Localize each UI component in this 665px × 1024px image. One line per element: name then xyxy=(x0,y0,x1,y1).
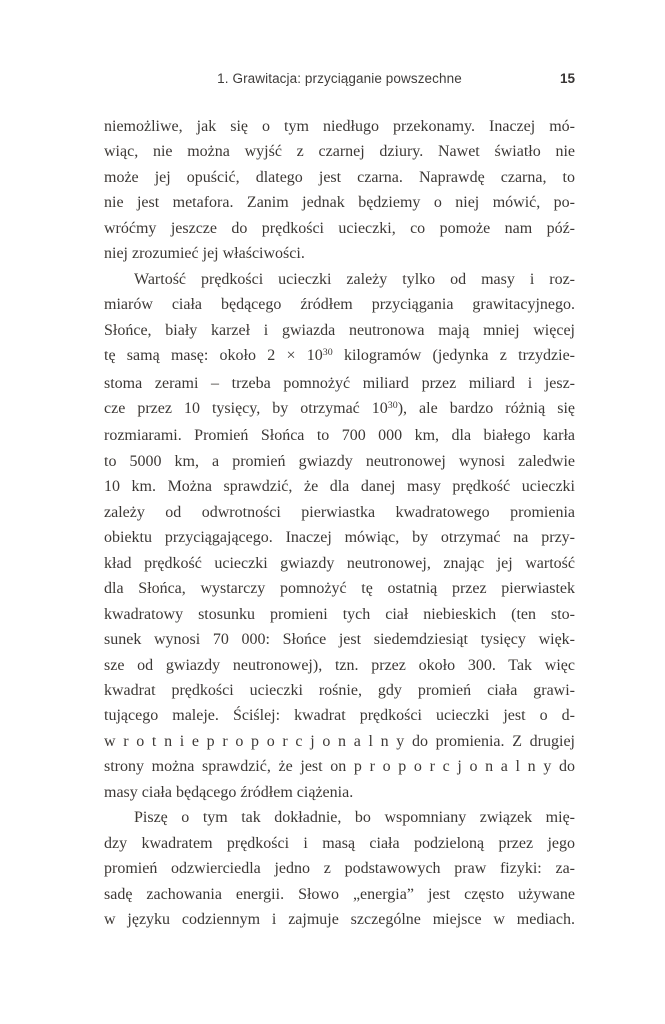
text-line xyxy=(104,576,575,601)
text-line xyxy=(104,882,575,907)
text-segment: ), ale bardzo różnią się xyxy=(397,399,575,417)
text-segment: niemożliwe, jak się o tym niedługo przekonamy. Inaczej mó- xyxy=(104,118,575,135)
text-segment: wiąc, nie można wyjść z czarnej dziury. Nawet światło nie xyxy=(104,143,575,161)
text-line xyxy=(104,190,575,215)
chapter-title: 1. Grawitacja: przyciąganie powszechne xyxy=(217,71,462,86)
body-text-block xyxy=(104,114,575,933)
running-header xyxy=(104,70,575,88)
text-segment: dla Słońca, wystarczy pomnożyć tę ostatnią przez pierwiastek xyxy=(104,580,575,598)
text-segment: zależy od odwrotności pierwiastka kwadratowego promienia xyxy=(104,503,575,521)
text-segment: tę samą masę: około 2 × 10 xyxy=(104,347,323,365)
text-line xyxy=(104,474,575,499)
text-line xyxy=(104,551,575,576)
text-segment: kwadratowy stosunku promieni tych ciał niebieskich (ten sto- xyxy=(104,605,575,623)
superscript-exponent: 30 xyxy=(387,400,398,412)
text-line xyxy=(104,729,575,754)
text-segment: wróćmy jeszcze do prędkości ucieczki, co pomoże nam póź- xyxy=(104,219,575,237)
text-segment: masy ciała będącego źródłem ciążenia. xyxy=(104,783,354,801)
text-line xyxy=(104,241,575,266)
text-segment: 10 km. Można sprawdzić, że dla danej masy prędkość ucieczki xyxy=(104,478,575,496)
text-segment: kilogramów (jedynka z trzydzie- xyxy=(332,347,576,365)
text-line xyxy=(104,602,575,627)
text-segment: niej zrozumieć jej właściwości. xyxy=(104,245,305,263)
text-line xyxy=(104,678,575,703)
text-line xyxy=(104,754,575,779)
text-segment: Wartość prędkości ucieczki zależy tylko od masy i roz- xyxy=(134,270,575,288)
text-line xyxy=(104,343,575,370)
superscript-exponent: 30 xyxy=(322,347,333,359)
text-line xyxy=(104,318,575,343)
text-line xyxy=(104,216,575,241)
page-number: 15 xyxy=(559,71,575,86)
text-line xyxy=(104,396,575,423)
text-line xyxy=(104,449,575,474)
text-segment: to 5000 km, a promień gwiazdy neutronowej wynosi zaledwie xyxy=(104,452,575,470)
paragraph xyxy=(104,267,575,806)
text-segment: cze przez 10 tysięcy, by otrzymać 10 xyxy=(104,399,388,417)
text-line xyxy=(104,627,575,652)
text-line xyxy=(104,371,575,396)
text-segment: kład prędkość ucieczki gwiazdy neutronowej, znając jej wartość xyxy=(104,554,575,572)
text-line xyxy=(104,292,575,317)
text-segment: rozmiarami. Promień Słońca to 700 000 km, dla białego karła xyxy=(104,427,575,445)
text-line xyxy=(104,423,575,448)
text-segment: obiektu przyciągającego. Inaczej mówiąc, by otrzymać na przy- xyxy=(104,529,575,547)
text-line xyxy=(104,831,575,856)
text-line xyxy=(104,139,575,164)
text-segment: Słońce, biały karzeł i gwiazda neutronowa mają mniej więcej xyxy=(104,321,575,339)
text-segment: sunek wynosi 70 000: Słońce jest siedemdziesiąt tysięcy więk- xyxy=(104,631,575,649)
text-line xyxy=(104,653,575,678)
text-line xyxy=(104,703,575,728)
text-line xyxy=(104,114,575,139)
text-segment: nie jest metafora. Zanim jednak będziemy o niej mówić, po- xyxy=(104,194,575,212)
text-segment: w języku codziennym i zajmuje szczególne miejsce w mediach. xyxy=(104,911,575,929)
text-segment: miarów ciała będącego źródłem przyciągania grawitacyjnego. xyxy=(104,296,575,314)
text-line xyxy=(104,165,575,190)
text-segment: tującego maleje. Ściślej: kwadrat prędkości ucieczki jest o d- xyxy=(104,707,575,725)
text-line xyxy=(104,856,575,881)
text-line xyxy=(104,780,575,805)
text-segment: może jej opuścić, dlatego jest czarna. Naprawdę czarna, to xyxy=(104,168,575,186)
text-segment: kwadrat prędkości ucieczki rośnie, gdy promień ciała grawi- xyxy=(104,681,575,699)
text-segment: dzy kwadratem prędkości i masą ciała podzieloną przez jego xyxy=(104,834,575,852)
text-segment: w r o t n i e p r o p o r c j o n a l n y do promienia. Z drugiej xyxy=(104,732,575,750)
paragraph xyxy=(104,114,575,267)
text-line xyxy=(104,805,575,830)
text-segment: strony można sprawdzić, że jest on p r o p o r c j o n a l n y do xyxy=(104,758,575,776)
text-segment: promień odzwierciedla jedno z podstawowych praw fizyki: za- xyxy=(104,860,575,878)
text-line xyxy=(104,500,575,525)
text-line xyxy=(104,525,575,550)
text-line xyxy=(104,907,575,932)
text-segment: sadę zachowania energii. Słowo „energia” jest często używane xyxy=(104,885,575,903)
text-segment: sze od gwiazdy neutronowej), tzn. przez około 300. Tak więc xyxy=(104,656,575,674)
paragraph xyxy=(104,805,575,932)
text-segment: stoma zerami – trzeba pomnożyć miliard przez miliard i jesz- xyxy=(104,374,575,392)
text-line xyxy=(104,267,575,292)
text-segment: Piszę o tym tak dokładnie, bo wspomniany związek mię- xyxy=(134,809,575,827)
